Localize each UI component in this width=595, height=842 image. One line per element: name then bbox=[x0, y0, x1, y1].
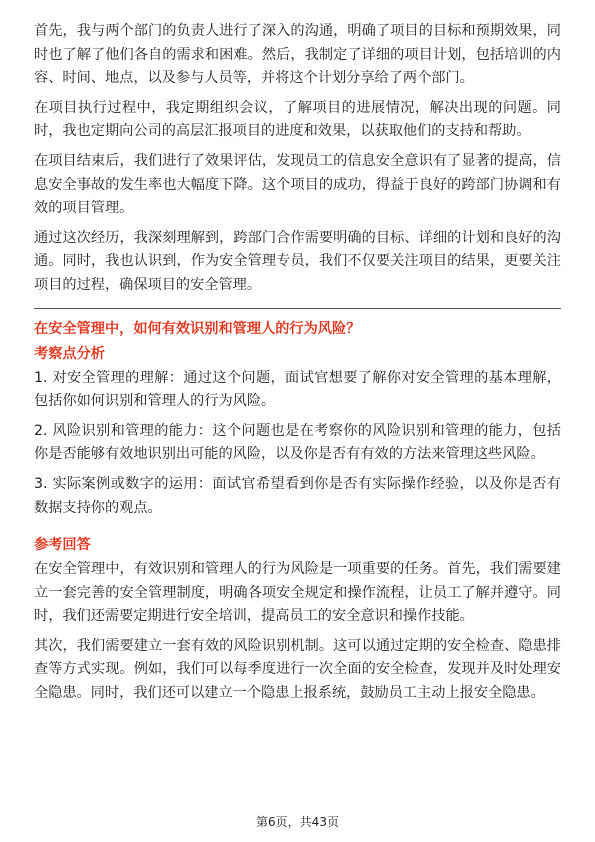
answer-paragraph: 其次，我们需要建立一套有效的风险识别机制。这可以通过定期的安全检查、隐患排查等方式实现。例如，我们可以每季度进行一次全面的安全检查，发现并及时处理安全隐患。同时，我们还可以建立一个隐患上报系统，鼓励员工主动上报安全隐患。 bbox=[34, 637, 561, 702]
intro-paragraph: 在项目结束后，我们进行了效果评估，发现员工的信息安全意识有了显著的提高，信息安全事故的发生率也大幅度下降。这个项目的成功，得益于良好的跨部门协调和有效的项目管理。 bbox=[34, 152, 561, 217]
analysis-point: 3. 实际案例或数字的运用：面试官希望看到你是否有实际操作经验，以及你是否有数据支持你的观点。 bbox=[34, 475, 561, 516]
analysis-point: 2. 风险识别和管理的能力：这个问题也是在考察你的风险识别和管理的能力，包括你是否能够有效地识别出可能的风险，以及你是否有有效的方法来管理这些风险。 bbox=[34, 422, 561, 463]
analysis-heading: 考察点分析 bbox=[34, 345, 105, 362]
analysis-point: 1. 对安全管理的理解：通过这个问题，面试官想要了解你对安全管理的基本理解，包括你如何识别和管理人的行为风险。 bbox=[34, 369, 561, 410]
intro-paragraph: 首先，我与两个部门的负责人进行了深入的沟通，明确了项目的目标和预期效果，同时也了解了他们各自的需求和困难。然后，我制定了详细的项目计划，包括培训的内容、时间、地点，以及参与人员等，并将这个计划分享给了两个部门。 bbox=[34, 23, 561, 87]
page-content bbox=[34, 20, 561, 712]
intro-paragraph: 通过这次经历，我深刻理解到，跨部门合作需要明确的目标、详细的计划和良好的沟通。同时，我也认识到，作为安全管理专员，我们不仅要关注项目的结果，更要关注项目的过程，确保项目的安全管理。 bbox=[34, 229, 561, 293]
section-divider bbox=[34, 308, 561, 309]
interview-question: 在安全管理中，如何有效识别和管理人的行为风险？ bbox=[34, 320, 361, 337]
intro-paragraph: 在项目执行过程中，我定期组织会议，了解项目的进展情况，解决出现的问题。同时，我也定期向公司的高层汇报项目的进度和效果，以获取他们的支持和帮助。 bbox=[34, 99, 561, 140]
answer-paragraph: 在安全管理中，有效识别和管理人的行为风险是一项重要的任务。首先，我们需要建立一套完善的安全管理制度，明确各项安全规定和操作流程，让员工了解并遵守。同时，我们还需要定期进行安全培训，提高员工的安全意识和操作技能。 bbox=[34, 561, 561, 625]
page-number: 第6页，共43页 bbox=[256, 815, 339, 829]
answer-heading: 参考回答 bbox=[34, 537, 91, 554]
